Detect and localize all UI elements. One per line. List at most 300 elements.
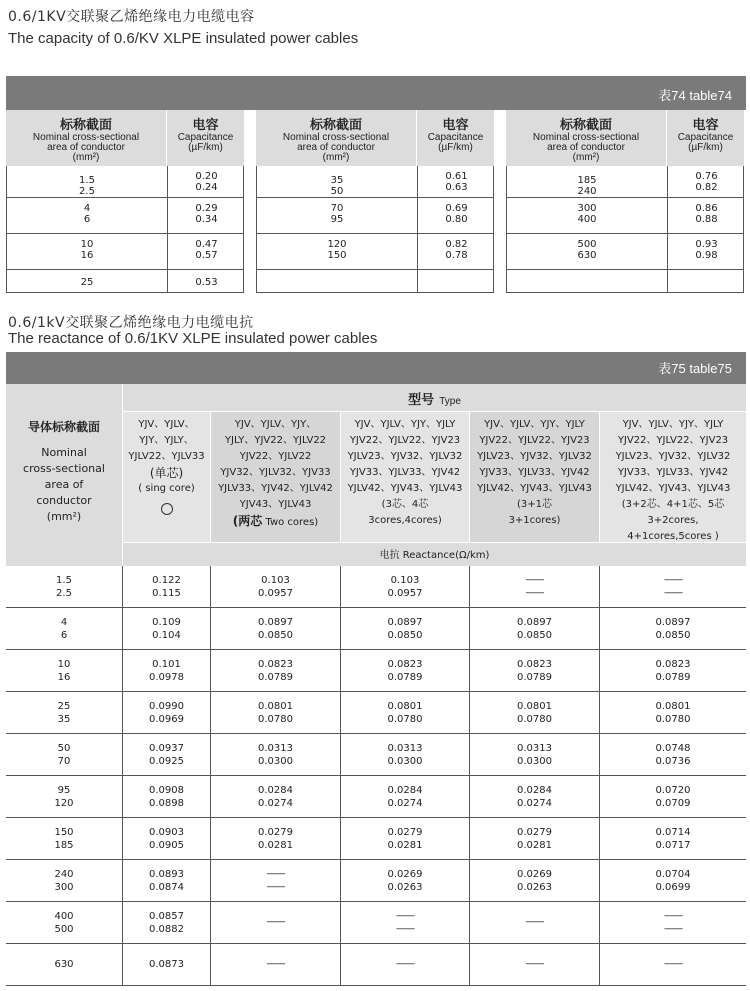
core-count-cn: (3+1芯 bbox=[516, 499, 552, 510]
size-value: 50 bbox=[57, 743, 71, 754]
model-list-line: YJLV23、YJV32、YJLV32 bbox=[477, 451, 592, 462]
reactance-cell bbox=[469, 944, 599, 986]
conductor-size-cell bbox=[6, 818, 122, 860]
conductor-size-cell bbox=[6, 692, 122, 734]
reactance-value: 0.0893 bbox=[149, 869, 184, 880]
reactance-value: 0.122 bbox=[152, 575, 181, 586]
table-row bbox=[6, 566, 746, 608]
size-value: 4 bbox=[60, 617, 68, 628]
reactance-value: 0.0717 bbox=[655, 840, 691, 851]
model-list-line: YJLV23、YJV32、YJLV32 bbox=[615, 451, 731, 462]
reactance-value: 0.0263 bbox=[517, 882, 552, 893]
core-count-cn: (单芯) bbox=[149, 466, 184, 480]
size-value: 630 bbox=[577, 250, 597, 261]
size-value: 4 bbox=[83, 203, 91, 214]
capacitance-value: 0.47 bbox=[195, 239, 218, 250]
table-row bbox=[6, 650, 746, 692]
reactance-value: 0.0279 bbox=[387, 827, 423, 838]
reactance-value: -------- bbox=[266, 882, 285, 892]
reactance-cell bbox=[599, 818, 746, 860]
reactance-value: -------- bbox=[396, 924, 414, 934]
model-list-line: YJV33、YJLV33、YJV42 bbox=[617, 467, 729, 478]
reactance-value: 0.0281 bbox=[258, 840, 293, 851]
capacitance-cell bbox=[667, 166, 745, 197]
type-cell bbox=[210, 411, 340, 542]
capacitance-header-cn: 电容 bbox=[442, 118, 469, 133]
size-cell bbox=[257, 234, 417, 261]
model-list-line: YJV、YJLV、YJY、YJLY bbox=[354, 419, 456, 430]
size-cell bbox=[7, 198, 167, 225]
capacitance-header-en: Capacitance bbox=[677, 132, 734, 143]
reactance-value: 0.0823 bbox=[258, 659, 293, 670]
conductor-size-header-cn: 导体标称截面 bbox=[27, 420, 100, 434]
core-count-cn: (两芯 bbox=[232, 514, 263, 528]
reactance-cell bbox=[599, 566, 746, 608]
table-row bbox=[6, 944, 746, 986]
reactance-value: 0.0300 bbox=[258, 756, 293, 767]
reactance-value: 0.0897 bbox=[655, 617, 691, 628]
size-value: 1.5 bbox=[56, 575, 72, 586]
reactance-value: 0.0274 bbox=[258, 798, 293, 809]
size-value: 300 bbox=[577, 203, 597, 214]
table-row bbox=[6, 902, 746, 944]
core-count-en: 3cores,4cores) bbox=[368, 515, 442, 526]
reactance-cell bbox=[599, 902, 746, 944]
reactance-cell bbox=[210, 776, 340, 818]
conductor-size-header bbox=[6, 384, 122, 566]
reactance-value: 0.0279 bbox=[258, 827, 293, 838]
reactance-cell bbox=[340, 860, 469, 902]
capacitance-value: 0.61 bbox=[445, 171, 468, 182]
reactance-cell bbox=[210, 608, 340, 650]
reactance-value: 0.0748 bbox=[655, 743, 691, 754]
reactance-cell bbox=[210, 818, 340, 860]
capacitance-header-cn: 电容 bbox=[692, 118, 719, 133]
table-row bbox=[506, 234, 744, 270]
reactance-value: 0.0789 bbox=[387, 672, 423, 683]
capacitance-value: 0.63 bbox=[445, 182, 468, 193]
capacitance-cell bbox=[667, 234, 745, 269]
reactance-value: 0.0789 bbox=[517, 672, 552, 683]
size-value: 35 bbox=[57, 714, 71, 725]
capacitance-value: 0.86 bbox=[695, 203, 718, 214]
size-value: 500 bbox=[54, 924, 74, 935]
model-list-line: YJLY、YJV22、YJLV22 bbox=[224, 435, 327, 446]
size-value: 185 bbox=[54, 840, 74, 851]
capacitance-value: 0.69 bbox=[445, 203, 468, 214]
reactance-value: 0.0263 bbox=[387, 882, 423, 893]
size-cell bbox=[7, 234, 167, 261]
capacitance-cell bbox=[667, 198, 745, 233]
reactance-value: 0.0850 bbox=[655, 630, 691, 641]
capacitance-cell bbox=[167, 270, 245, 292]
conductor-size-header-en: (mm²) bbox=[46, 510, 82, 523]
reactance-cell bbox=[340, 734, 469, 776]
single-core-circle-icon bbox=[161, 503, 173, 515]
type-cell bbox=[599, 411, 746, 542]
size-value: 400 bbox=[577, 214, 597, 225]
table-row bbox=[6, 776, 746, 818]
reactance-value: 0.0823 bbox=[655, 659, 691, 670]
table-row bbox=[6, 734, 746, 776]
model-list-line: YJV32、YJLV32、YJV33 bbox=[220, 467, 331, 478]
model-list-line: YJV22、YJLV22 bbox=[239, 451, 312, 462]
size-cell bbox=[507, 270, 667, 275]
reactance-value: 0.0905 bbox=[149, 840, 184, 851]
reactance-value: -------- bbox=[525, 575, 544, 585]
size-value: 16 bbox=[57, 672, 71, 683]
reactance-cell bbox=[469, 650, 599, 692]
type-cell bbox=[340, 411, 469, 542]
reactance-cell bbox=[122, 944, 210, 986]
reactance-cell bbox=[599, 944, 746, 986]
reactance-value: 0.0313 bbox=[387, 743, 423, 754]
reactance-cell bbox=[469, 566, 599, 608]
reactance-value: 0.0898 bbox=[149, 798, 184, 809]
reactance-value: 0.0300 bbox=[517, 756, 552, 767]
size-value: 50 bbox=[330, 186, 344, 197]
table-row bbox=[6, 692, 746, 734]
reactance-table bbox=[6, 352, 746, 970]
size-value: 25 bbox=[57, 701, 71, 712]
reactance-value: 0.0823 bbox=[387, 659, 423, 670]
reactance-value: 0.0736 bbox=[655, 756, 691, 767]
reactance-cell bbox=[210, 692, 340, 734]
conductor-size-cell bbox=[6, 650, 122, 692]
conductor-size-cell bbox=[6, 860, 122, 902]
model-list-line: YJV、YJLV、YJY、YJLY bbox=[484, 419, 585, 430]
capacitance-cell bbox=[167, 166, 245, 197]
reactance-cell bbox=[469, 860, 599, 902]
table-row bbox=[506, 270, 744, 293]
size-cell bbox=[7, 270, 167, 288]
capacitance-value: 0.88 bbox=[695, 214, 718, 225]
conductor-size-cell bbox=[6, 944, 122, 986]
reactance-value: 0.0720 bbox=[655, 785, 691, 796]
reactance-value: 0.0801 bbox=[258, 701, 293, 712]
size-cell bbox=[507, 166, 667, 197]
reactance-cell bbox=[599, 734, 746, 776]
reactance-value: 0.0801 bbox=[517, 701, 552, 712]
size-cell bbox=[7, 166, 167, 197]
reactance-value: 0.0269 bbox=[387, 869, 423, 880]
capacitance-value: 0.29 bbox=[195, 203, 218, 214]
reactance-cell bbox=[340, 692, 469, 734]
reactance-cell bbox=[469, 692, 599, 734]
reactance-value: 0.0313 bbox=[258, 743, 293, 754]
reactance-value: 0.115 bbox=[152, 588, 181, 599]
reactance-cell bbox=[469, 776, 599, 818]
size-value: 16 bbox=[80, 250, 94, 261]
size-header-unit: (mm²) bbox=[572, 152, 600, 163]
model-list-line: YJLV23、YJV32、YJLV32 bbox=[347, 451, 463, 462]
size-value: 70 bbox=[330, 203, 344, 214]
reactance-value: -------- bbox=[664, 924, 682, 934]
conductor-size-cell bbox=[6, 776, 122, 818]
capacitance-column-header bbox=[166, 110, 244, 166]
reactance-value: 0.0903 bbox=[149, 827, 184, 838]
capacitance-cell bbox=[417, 234, 495, 269]
size-header-en: Nominal cross-sectional bbox=[32, 132, 140, 143]
type-header bbox=[122, 384, 746, 411]
reactance-cell bbox=[210, 650, 340, 692]
reactance-cell bbox=[122, 692, 210, 734]
size-header-unit: (mm²) bbox=[72, 152, 100, 163]
capacitance-table bbox=[6, 76, 746, 293]
size-value: 35 bbox=[330, 175, 344, 186]
capacitance-cell bbox=[417, 166, 495, 197]
reactance-value: -------- bbox=[664, 575, 682, 585]
model-list-line: YJLV22、YJLV33 bbox=[128, 451, 205, 462]
size-value: 10 bbox=[80, 239, 94, 250]
size-column-header bbox=[256, 110, 416, 166]
reactance-value: 0.0801 bbox=[387, 701, 423, 712]
capacitance-cell bbox=[167, 234, 245, 269]
reactance-value: 0.0714 bbox=[655, 827, 691, 838]
core-count-en: 3+1cores) bbox=[508, 515, 561, 526]
reactance-value: 0.0281 bbox=[387, 840, 423, 851]
size-header-unit: (mm²) bbox=[322, 152, 350, 163]
reactance-value: 0.0850 bbox=[387, 630, 423, 641]
size-header-en: Nominal cross-sectional bbox=[282, 132, 390, 143]
model-list-line: YJV、YJLV、YJY、 bbox=[234, 419, 317, 430]
size-value: 400 bbox=[54, 911, 74, 922]
size-value: 150 bbox=[54, 827, 74, 838]
size-cell bbox=[257, 198, 417, 225]
size-header-cn: 标称截面 bbox=[59, 118, 112, 133]
reactance-value: -------- bbox=[525, 917, 544, 927]
reactance-value: 0.103 bbox=[390, 575, 420, 586]
reactance-value: -------- bbox=[266, 959, 285, 969]
reactance-value: 0.0874 bbox=[149, 882, 184, 893]
reactance-cell bbox=[340, 566, 469, 608]
section2-title-en: The reactance of 0.6/1KV XLPE insulated power cables bbox=[8, 330, 378, 347]
capacitance-value: 0.93 bbox=[695, 239, 718, 250]
reactance-value: -------- bbox=[396, 911, 414, 921]
reactance-value: 0.0780 bbox=[387, 714, 423, 725]
reactance-value: 0.0274 bbox=[517, 798, 552, 809]
model-list-line: YJLV33、YJV42、YJLV42 bbox=[218, 483, 333, 494]
capacitance-column-header bbox=[416, 110, 494, 166]
table-row bbox=[256, 234, 494, 270]
capacitance-value: 0.20 bbox=[195, 171, 218, 182]
model-list-line: YJV22、YJLV22、YJV23 bbox=[479, 435, 590, 446]
size-header-cn: 标称截面 bbox=[309, 118, 362, 133]
table74-label: 表74 table74 bbox=[6, 76, 746, 110]
reactance-cell bbox=[340, 818, 469, 860]
reactance-value: 0.0873 bbox=[149, 959, 184, 970]
reactance-value: 0.0897 bbox=[387, 617, 423, 628]
reactance-cell bbox=[122, 650, 210, 692]
type-cell bbox=[469, 411, 599, 542]
reactance-value: 0.0313 bbox=[517, 743, 552, 754]
model-list-line: YJV43、YJLV43 bbox=[239, 499, 312, 510]
core-count-en: ( sing core) bbox=[138, 483, 195, 494]
size-value: 150 bbox=[327, 250, 347, 261]
reactance-value: 0.0284 bbox=[517, 785, 552, 796]
size-value: 2.5 bbox=[79, 186, 95, 197]
reactance-cell bbox=[210, 902, 340, 944]
model-list-line: YJV22、YJLV22、YJV23 bbox=[617, 435, 729, 446]
size-value: 500 bbox=[577, 239, 597, 250]
reactance-value: 0.0284 bbox=[387, 785, 423, 796]
reactance-value: 0.0279 bbox=[517, 827, 552, 838]
table-row bbox=[6, 818, 746, 860]
type-header-cn: 型号 bbox=[408, 393, 435, 408]
capacitance-cell bbox=[417, 270, 495, 292]
size-value: 630 bbox=[54, 959, 74, 970]
reactance-cell bbox=[210, 944, 340, 986]
size-value: 185 bbox=[577, 175, 597, 186]
size-cell bbox=[507, 198, 667, 225]
reactance-value: -------- bbox=[396, 959, 414, 969]
table-row bbox=[6, 860, 746, 902]
section2-title-cn: 0.6/1kV交联聚乙烯绝缘电力电缆电抗 bbox=[8, 315, 254, 331]
reactance-cell bbox=[122, 776, 210, 818]
reactance-cell bbox=[210, 566, 340, 608]
reactance-value: 0.0300 bbox=[387, 756, 423, 767]
reactance-cell bbox=[340, 902, 469, 944]
capacitance-block bbox=[6, 110, 244, 293]
reactance-cell bbox=[340, 650, 469, 692]
reactance-value: 0.0274 bbox=[387, 798, 423, 809]
reactance-value: 0.0925 bbox=[149, 756, 184, 767]
capacitance-value: 0.76 bbox=[695, 171, 718, 182]
core-count-en: 3+2cores, bbox=[647, 515, 699, 526]
size-value: 1.5 bbox=[79, 175, 95, 186]
reactance-cell bbox=[599, 650, 746, 692]
reactance-cell bbox=[122, 608, 210, 650]
model-list-line: YJV33、YJLV33、YJV42 bbox=[349, 467, 461, 478]
reactance-cell bbox=[122, 566, 210, 608]
size-value: 95 bbox=[57, 785, 71, 796]
conductor-size-cell bbox=[6, 566, 122, 608]
reactance-cell bbox=[340, 944, 469, 986]
table74-body bbox=[6, 110, 746, 293]
conductor-size-header-en: area of bbox=[44, 478, 84, 491]
reactance-cell bbox=[122, 860, 210, 902]
reactance-value: 0.0699 bbox=[655, 882, 691, 893]
table-row bbox=[6, 234, 244, 270]
conductor-size-header-en: cross-sectional bbox=[23, 462, 105, 475]
size-value: 120 bbox=[327, 239, 347, 250]
size-header-cn: 标称截面 bbox=[559, 118, 612, 133]
capacitance-header-unit: (µF/km) bbox=[688, 142, 723, 153]
block-header bbox=[506, 110, 744, 166]
reactance-value: 0.0780 bbox=[258, 714, 293, 725]
size-value: 6 bbox=[60, 630, 68, 641]
reactance-value: 0.0780 bbox=[655, 714, 691, 725]
reactance-header: 电抗 Reactance(Ω/km) bbox=[122, 542, 746, 566]
size-value: 25 bbox=[80, 277, 94, 288]
size-value: 95 bbox=[330, 214, 344, 225]
reactance-value: 0.0850 bbox=[517, 630, 552, 641]
reactance-value: -------- bbox=[525, 959, 544, 969]
reactance-value: 0.0957 bbox=[387, 588, 423, 599]
capacitance-block bbox=[506, 110, 744, 293]
reactance-cell bbox=[469, 902, 599, 944]
reactance-cell bbox=[599, 776, 746, 818]
size-value: 300 bbox=[54, 882, 74, 893]
reactance-value: 0.0269 bbox=[517, 869, 552, 880]
size-value: 70 bbox=[57, 756, 71, 767]
reactance-value: 0.0281 bbox=[517, 840, 552, 851]
section1-title-cn: 0.6/1KV交联聚乙烯绝缘电力电缆电容 bbox=[8, 9, 255, 25]
size-cell bbox=[257, 270, 417, 275]
reactance-cell bbox=[599, 608, 746, 650]
core-count-cn: (3+2芯、4+1芯、5芯 bbox=[621, 499, 725, 510]
conductor-size-header-en: Nominal bbox=[41, 446, 87, 459]
reactance-value: 0.0957 bbox=[258, 588, 293, 599]
size-value: 120 bbox=[54, 798, 74, 809]
reactance-value: 0.0789 bbox=[655, 672, 691, 683]
reactance-value: 0.0709 bbox=[655, 798, 691, 809]
core-count-label bbox=[211, 513, 340, 531]
reactance-value: -------- bbox=[266, 917, 285, 927]
capacitance-value: 0.98 bbox=[695, 250, 718, 261]
capacitance-block bbox=[256, 110, 494, 293]
size-value: 10 bbox=[57, 659, 71, 670]
size-header-en: area of conductor bbox=[297, 142, 375, 153]
reactance-value: 0.109 bbox=[152, 617, 181, 628]
conductor-size-header-en: conductor bbox=[36, 494, 92, 507]
capacitance-cell bbox=[667, 270, 745, 292]
size-value: 6 bbox=[83, 214, 91, 225]
size-header-en: Nominal cross-sectional bbox=[532, 132, 640, 143]
table-row bbox=[256, 166, 494, 198]
table-row bbox=[506, 198, 744, 234]
table-row bbox=[6, 608, 746, 650]
reactance-value: -------- bbox=[664, 959, 682, 969]
capacitance-value: 0.82 bbox=[695, 182, 718, 193]
capacitance-column-header bbox=[666, 110, 744, 166]
reactance-value: 0.0908 bbox=[149, 785, 184, 796]
size-header-en: area of conductor bbox=[47, 142, 125, 153]
table-row bbox=[6, 198, 244, 234]
block-header bbox=[256, 110, 494, 166]
capacitance-value: 0.34 bbox=[195, 214, 218, 225]
model-list-line: YJV、YJLV、YJY、YJLY bbox=[622, 419, 724, 430]
section1-title-en: The capacity of 0.6/KV XLPE insulated power cables bbox=[8, 30, 359, 47]
reactance-value: 0.0284 bbox=[258, 785, 293, 796]
capacitance-value: 0.57 bbox=[195, 250, 218, 261]
reactance-cell bbox=[122, 902, 210, 944]
table-row bbox=[6, 270, 244, 293]
table-row bbox=[256, 270, 494, 293]
reactance-value: 0.0978 bbox=[149, 672, 184, 683]
capacitance-value: 0.80 bbox=[445, 214, 468, 225]
capacitance-header-unit: (µF/km) bbox=[438, 142, 473, 153]
capacitance-value: 0.82 bbox=[445, 239, 468, 250]
reactance-value: 0.0882 bbox=[149, 924, 184, 935]
reactance-value: 0.0937 bbox=[149, 743, 184, 754]
size-cell bbox=[507, 234, 667, 261]
reactance-cell bbox=[599, 860, 746, 902]
reactance-value: 0.0823 bbox=[517, 659, 552, 670]
reactance-value: 0.0780 bbox=[517, 714, 552, 725]
reactance-value: 0.0990 bbox=[149, 701, 184, 712]
reactance-cell bbox=[469, 818, 599, 860]
capacitance-header-en: Capacitance bbox=[177, 132, 234, 143]
block-header bbox=[6, 110, 244, 166]
type-cell bbox=[122, 411, 210, 542]
capacitance-header-unit: (µF/km) bbox=[188, 142, 223, 153]
reactance-cell bbox=[122, 734, 210, 776]
size-value: 240 bbox=[54, 869, 74, 880]
reactance-value: 0.0897 bbox=[517, 617, 552, 628]
reactance-cell bbox=[340, 776, 469, 818]
capacitance-header-en: Capacitance bbox=[427, 132, 484, 143]
